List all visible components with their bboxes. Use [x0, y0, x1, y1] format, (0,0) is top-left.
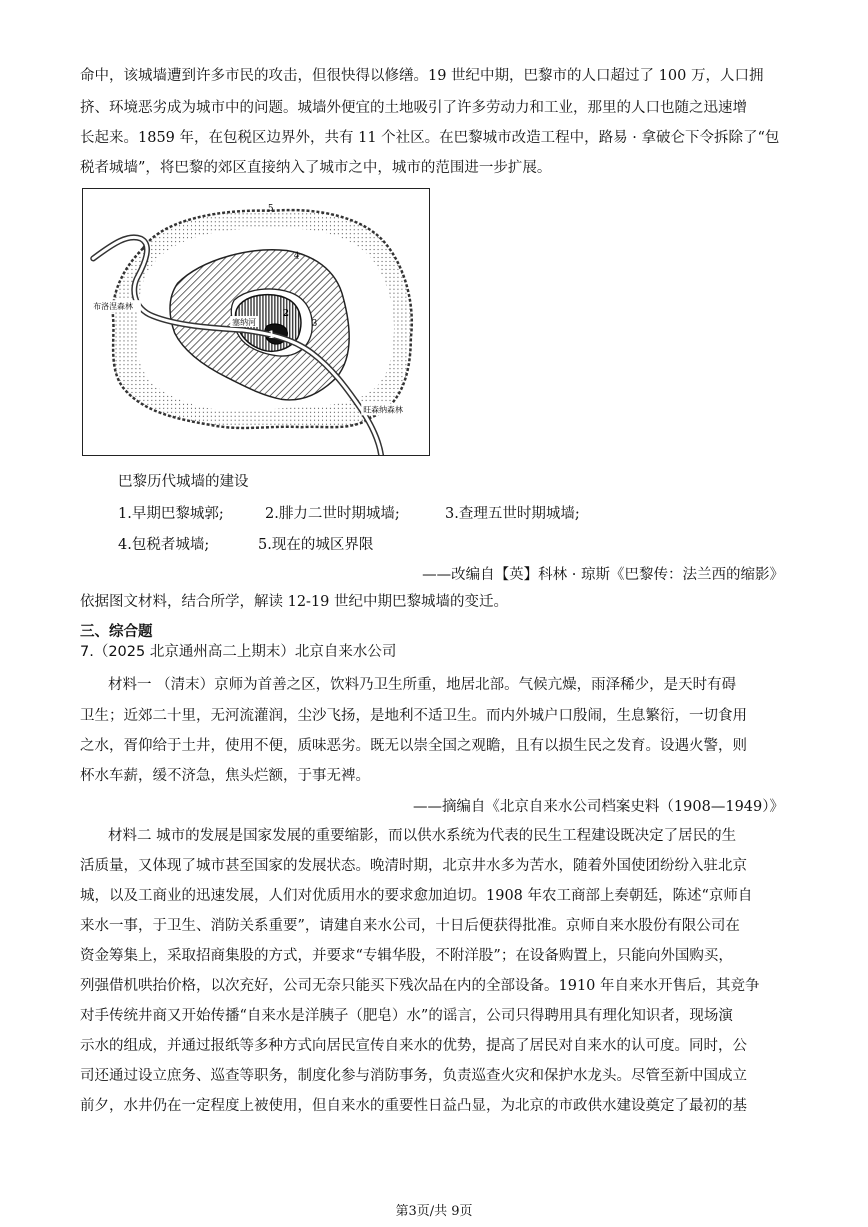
- material2-line: 列强借机哄抬价格，以次充好，公司无奈只能买下残次品在内的全部设备。1910 年自来水开售后，其竞争: [80, 978, 760, 994]
- map-caption-title: 巴黎历代城墙的建设: [118, 474, 249, 490]
- material2-line: 城，以及工商业的迅速发展，人们对优质用水的要求愈加迫切。1908 年农工商部上奏朝廷，陈述“京师自: [80, 888, 753, 904]
- label-3: 3: [311, 318, 318, 329]
- caption-item-2: 2.腓力二世时期城墙;: [265, 506, 400, 522]
- material1-line: 卫生；近郊二十里，无河流灌润，尘沙飞扬，是地利不适卫生。而内外城户口殷闹，生息繁衍，一切食用: [80, 708, 747, 724]
- material2-line: 活质量，又体现了城市甚至国家的发展状态。晚清时期，北京井水多为苦水，随着外国使团纷纷入驻北京: [80, 858, 747, 874]
- material1-line: 之水，胥仰给于土井，使用不便，质味恶劣。既无以崇全国之观瞻，且有以损生民之发育。设遇火警，则: [80, 738, 747, 754]
- question-prompt: 依据图文材料，结合所学，解读 12-19 世纪中期巴黎城墙的变迁。: [80, 594, 509, 610]
- page-number: 第3页/共 9页: [395, 1204, 473, 1219]
- material2-line: 材料二 城市的发展是国家发展的重要缩影，而以供水系统为代表的民生工程建设既决定了居民的生: [108, 828, 737, 844]
- label-2: 2: [282, 309, 290, 320]
- label-1: 1: [267, 329, 275, 341]
- material2-line: 对手传统井商又开始传播“自来水是洋胰子（肥皂）水”的谣言，公司只得聘用具有理化知识者，现场演: [80, 1008, 733, 1024]
- source-citation: ——改编自【英】科林 · 琼斯《巴黎传：法兰西的缩影》: [422, 567, 784, 583]
- material2-line: 来水一事，于卫生、消防关系重要”，请建自来水公司，十日后便获得批准。京师自来水股份有限公司在: [80, 918, 740, 934]
- label-boulogne-forest: 布洛涅森林: [93, 302, 133, 312]
- label-4: 4: [293, 251, 300, 262]
- label-seine: 塞纳河: [232, 317, 256, 327]
- label-5: 5: [267, 203, 274, 214]
- paris-walls-map: [82, 188, 430, 456]
- paragraph-line: 挤、环境恶劣成为城市中的问题。城墙外便宜的土地吸引了许多劳动力和工业，那里的人口也随之迅速增: [80, 100, 747, 116]
- source-citation: ——摘编自《北京自来水公司档案史料（1908—1949）》: [412, 799, 784, 815]
- label-vincennes-forest: 旺森纳森林: [363, 405, 403, 415]
- material1-line: 材料一 （清末）京师为首善之区，饮料乃卫生所重，地居北部。气候亢燥，雨泽稀少，是天时有碍: [108, 677, 737, 693]
- material2-line: 资金筹集上，采取招商集股的方式，并要求“专辑华股，不附洋股”；在设备购置上，只能向外国购买，: [80, 948, 733, 964]
- caption-item-3: 3.查理五世时期城墙;: [445, 506, 580, 522]
- material2-line: 示水的组成，并通过报纸等多种方式向居民宣传自来水的优势，提高了居民对自来水的认可度。同时，公: [80, 1038, 747, 1054]
- caption-item-4: 4.包税者城墙;: [118, 537, 210, 553]
- caption-item-1: 1.早期巴黎城郭;: [118, 506, 224, 522]
- section-title: 三、综合题: [80, 624, 153, 640]
- caption-item-5: 5.现在的城区界限: [258, 537, 374, 553]
- material1-line: 杯水车薪，缓不济急，焦头烂额，于事无裨。: [80, 768, 370, 784]
- paragraph-line: 税者城墙”，将巴黎的郊区直接纳入了城市之中，城市的范围进一步扩展。: [80, 160, 552, 176]
- material2-line: 司还通过设立庶务、巡查等职务，制度化参与消防事务，负责巡查火灾和保护水龙头。尽管至新中国成立: [80, 1068, 747, 1084]
- material2-line: 前夕，水井仍在一定程度上被使用，但自来水的重要性日益凸显，为北京的市政供水建设奠定了最初的基: [80, 1098, 747, 1114]
- question-header: 7.（2025 北京通州高二上期末）北京自来水公司: [80, 644, 397, 660]
- paragraph-line: 命中，该城墙遭到许多市民的攻击，但很快得以修缮。19 世纪中期，巴黎市的人口超过了 100 万，人口拥: [80, 68, 764, 84]
- paragraph-line: 长起来。1859 年，在包税区边界外，共有 11 个社区。在巴黎城市改造工程中，路易 · 拿破仑下令拆除了“包: [80, 130, 780, 146]
